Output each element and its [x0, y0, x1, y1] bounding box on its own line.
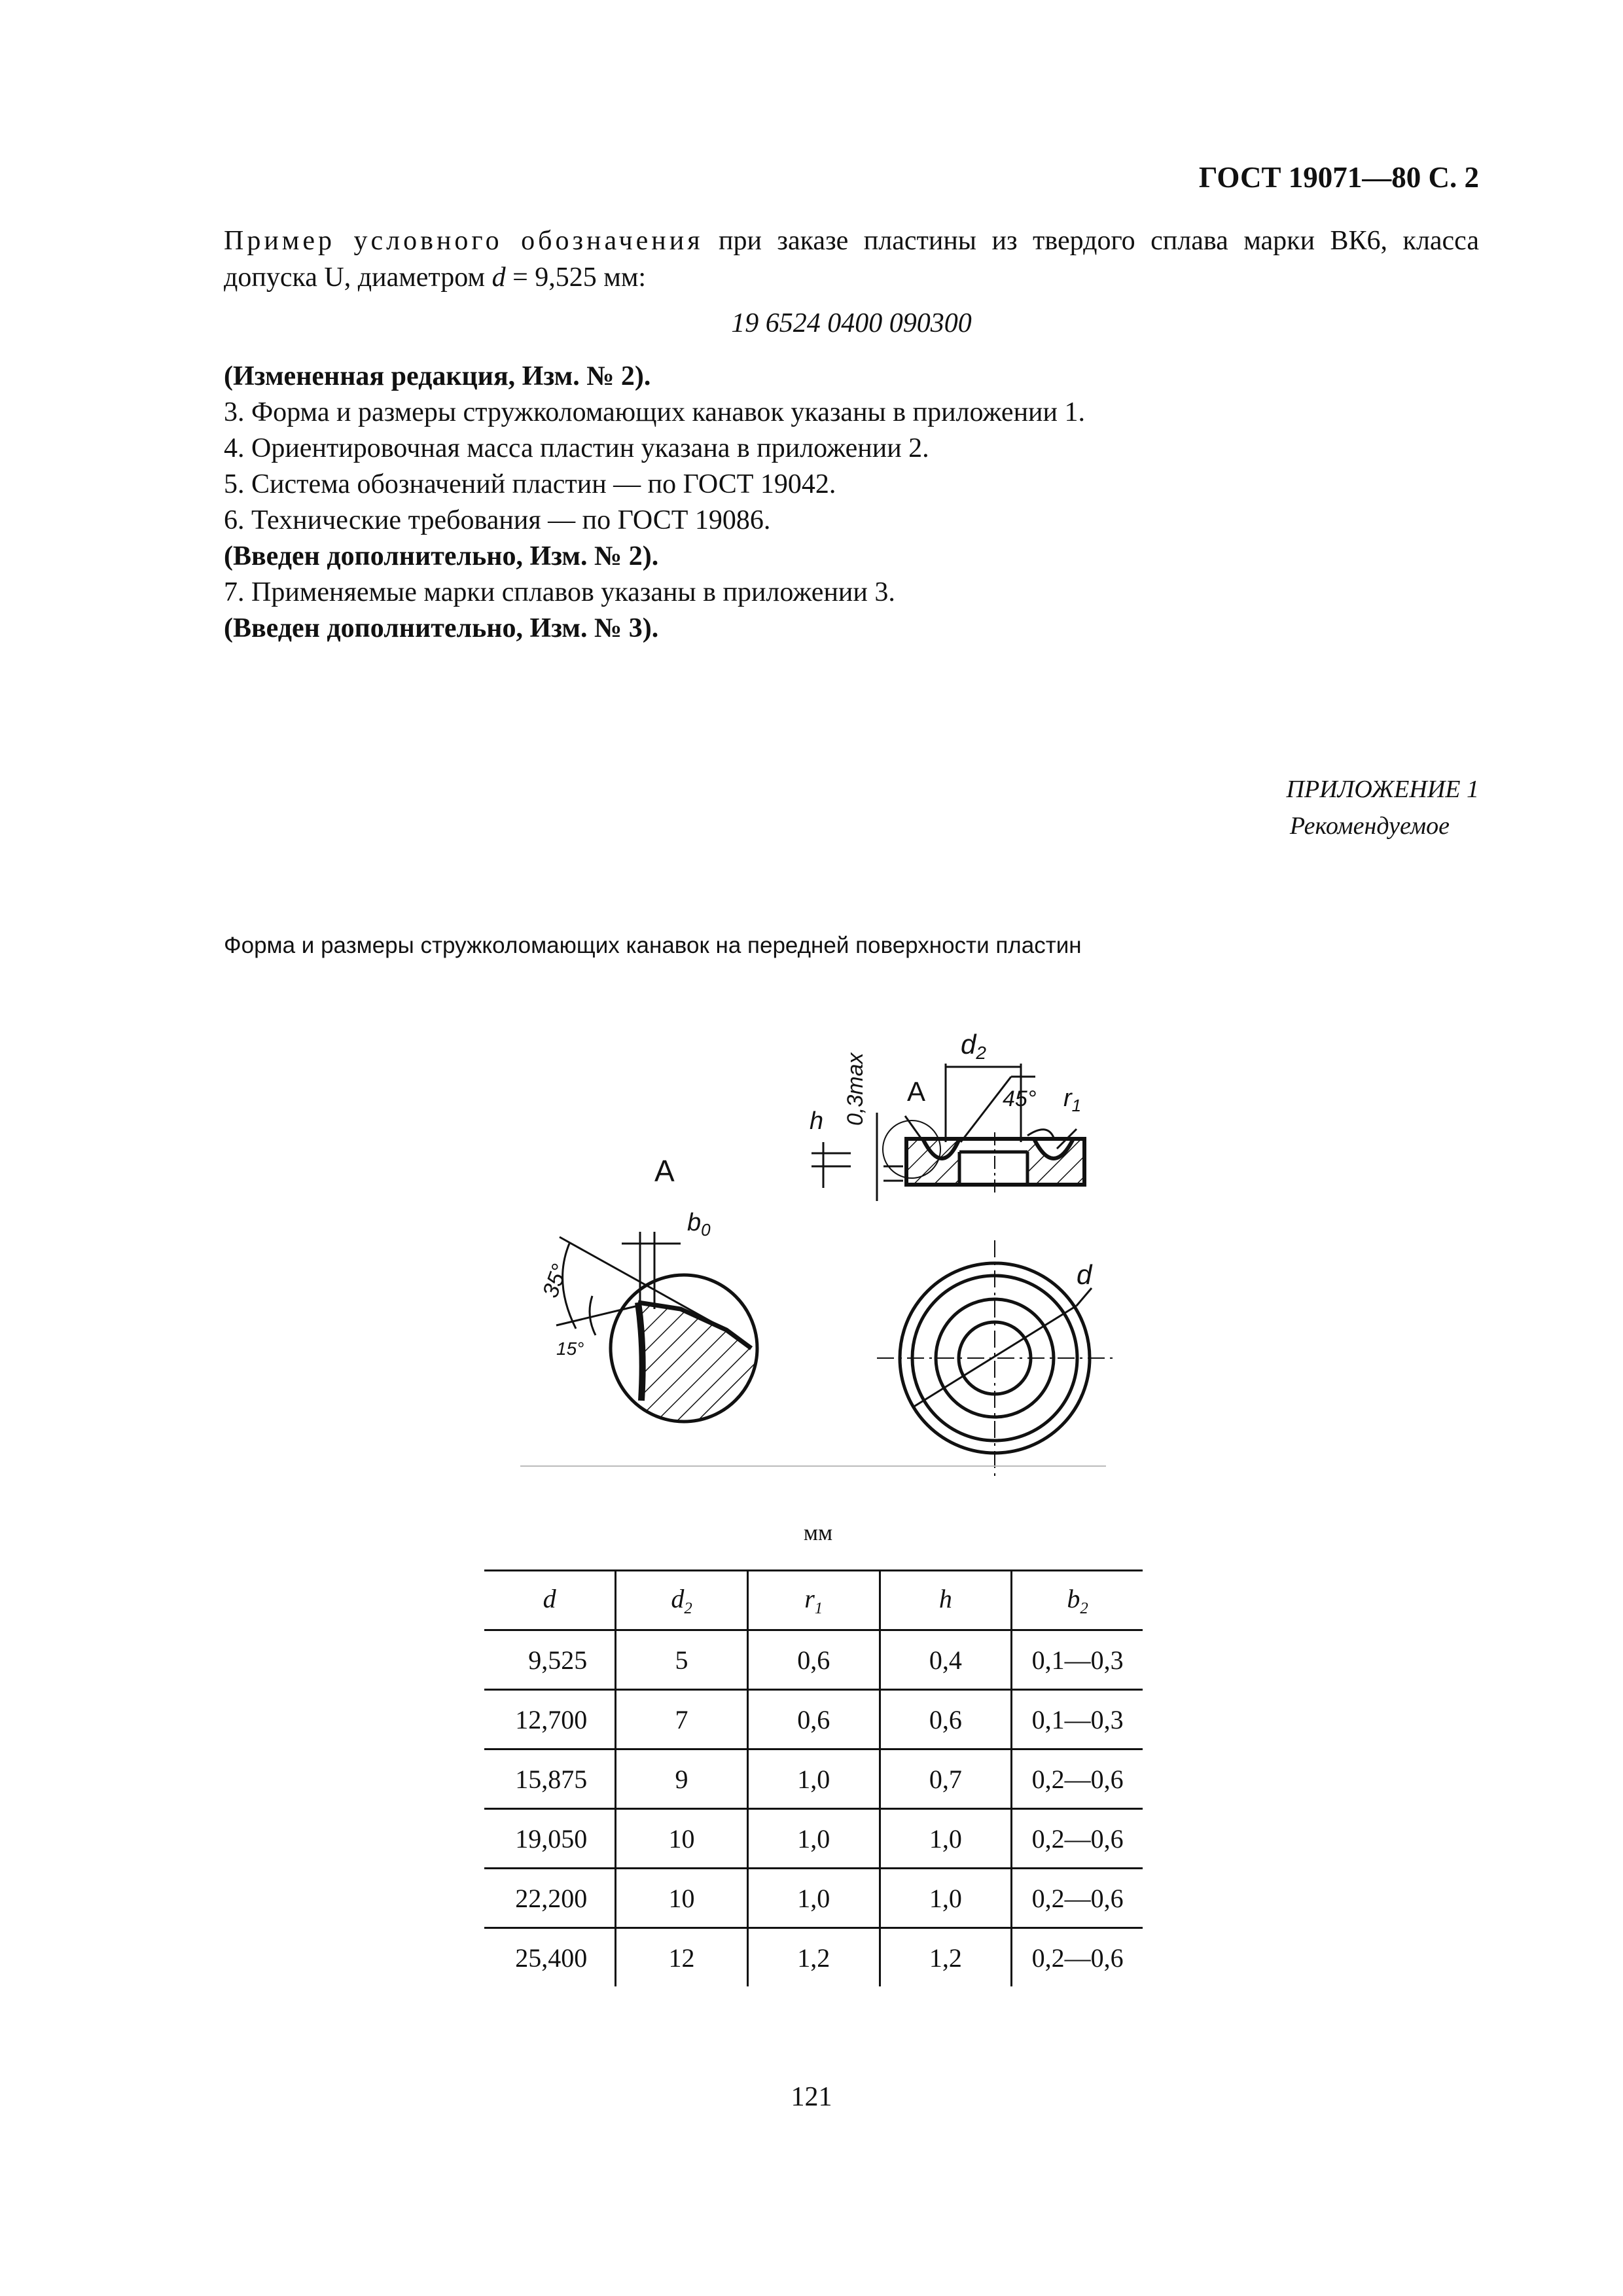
header-b2: $b_2$ — [1012, 1571, 1143, 1630]
designation-code: 19 6524 0400 090300 — [731, 308, 972, 338]
cell-r1: 1,0 — [747, 1749, 880, 1809]
table-row — [484, 1749, 1143, 1809]
header-d: d — [484, 1571, 616, 1630]
cell-r1: 1,0 — [747, 1809, 880, 1869]
cell-r1: 0,6 — [747, 1690, 880, 1749]
cell-h: 0,7 — [880, 1749, 1012, 1809]
cell-b2: 0,2—0,6 — [1012, 1928, 1143, 1987]
cell-d2: 5 — [616, 1630, 748, 1690]
cell-d2: 9 — [616, 1749, 748, 1809]
clause-line: 4. Ориентировочная масса пластин указана в приложении 2. — [224, 433, 929, 463]
cell-b2: 0,2—0,6 — [1012, 1809, 1143, 1869]
label-angle-45: 45° — [1003, 1086, 1037, 1111]
page-header: ГОСТ 19071—80 С. 2 — [1198, 161, 1479, 194]
clause-line: 3. Форма и размеры стружколомающих канавок указаны в приложении 1. — [224, 397, 1086, 427]
label-angle-15: 15° — [556, 1338, 584, 1359]
cell-b2: 0,1—0,3 — [1012, 1690, 1143, 1749]
cell-d2: 7 — [616, 1690, 748, 1749]
clause-line: (Измененная редакция, Изм. № 2). — [224, 361, 651, 391]
cell-r1: 1,2 — [747, 1928, 880, 1987]
label-r1: $r_1$ — [1063, 1085, 1082, 1115]
table-row — [484, 1809, 1143, 1869]
detail-view-a — [556, 1232, 766, 1440]
cell-h: 0,6 — [880, 1690, 1012, 1749]
clause-line: 5. Система обозначений пластин — по ГОСТ 19042. — [224, 469, 836, 499]
clause-line: (Введен дополнительно, Изм. № 2). — [224, 541, 659, 571]
cell-d2: 12 — [616, 1928, 748, 1987]
cell-b2: 0,2—0,6 — [1012, 1869, 1143, 1928]
appendix-subtitle: Рекомендуемое — [1289, 812, 1450, 840]
cell-r1: 0,6 — [747, 1630, 880, 1690]
table-header-row — [484, 1571, 1143, 1630]
label-angle-35: 35° — [537, 1261, 573, 1301]
table-row — [484, 1690, 1143, 1749]
appendix-title: ПРИЛОЖЕНИЕ 1 — [1286, 776, 1479, 803]
label-view-a: A — [654, 1154, 675, 1188]
cell-d: 12,700 — [515, 1704, 588, 1734]
cell-h: 0,4 — [880, 1630, 1012, 1690]
cell-b2: 0,2—0,6 — [1012, 1749, 1143, 1809]
table-unit: мм — [803, 1520, 833, 1545]
label-h: h — [810, 1107, 824, 1135]
table-row — [484, 1928, 1143, 1987]
cell-d2: 10 — [616, 1809, 748, 1869]
intro-variable-d: d — [491, 262, 506, 293]
intro-text-part1: при заказе пластины из твердого сплава марки ВК6, класса допуска U, диаметром — [224, 226, 1479, 293]
cell-d: 19,050 — [515, 1823, 588, 1854]
cell-h: 1,0 — [880, 1809, 1012, 1869]
header-r1: $r_1$ — [747, 1571, 880, 1630]
intro-text-part2: = 9,525 мм: — [505, 262, 647, 293]
label-d: d — [1077, 1259, 1092, 1290]
figure-caption: Форма и размеры стружколомающих канавок на передней поверхности пластин — [224, 933, 1082, 958]
cell-d: 15,875 — [515, 1764, 588, 1794]
cell-d: 9,525 — [528, 1645, 588, 1675]
cell-h: 1,2 — [880, 1928, 1012, 1987]
cell-h: 1,0 — [880, 1869, 1012, 1928]
dimensions-table — [484, 1570, 1143, 1986]
cell-d2: 10 — [616, 1869, 748, 1928]
cell-d: 25,400 — [515, 1943, 588, 1973]
header-h: h — [880, 1571, 1012, 1630]
label-b0: $b_0$ — [687, 1209, 711, 1240]
clause-line: 7. Применяемые марки сплавов указаны в приложении 3. — [224, 577, 895, 607]
table-row — [484, 1869, 1143, 1928]
label-0-3max: 0,3max — [843, 1052, 868, 1126]
clause-line: 6. Технические требования — по ГОСТ 19086. — [224, 505, 771, 535]
clause-line: (Введен дополнительно, Изм. № 3). — [224, 613, 659, 643]
cell-d: 22,200 — [515, 1883, 588, 1913]
table-row — [484, 1630, 1143, 1690]
label-d2: d2 — [961, 1029, 986, 1063]
page-number: 121 — [791, 2082, 832, 2112]
cell-b2: 0,1—0,3 — [1012, 1630, 1143, 1690]
label-view-a-top: A — [907, 1076, 926, 1107]
intro-spaced-text: Пример условного обозначения — [224, 226, 704, 256]
header-d2: $d_2$ — [616, 1571, 748, 1630]
cell-r1: 1,0 — [747, 1869, 880, 1928]
